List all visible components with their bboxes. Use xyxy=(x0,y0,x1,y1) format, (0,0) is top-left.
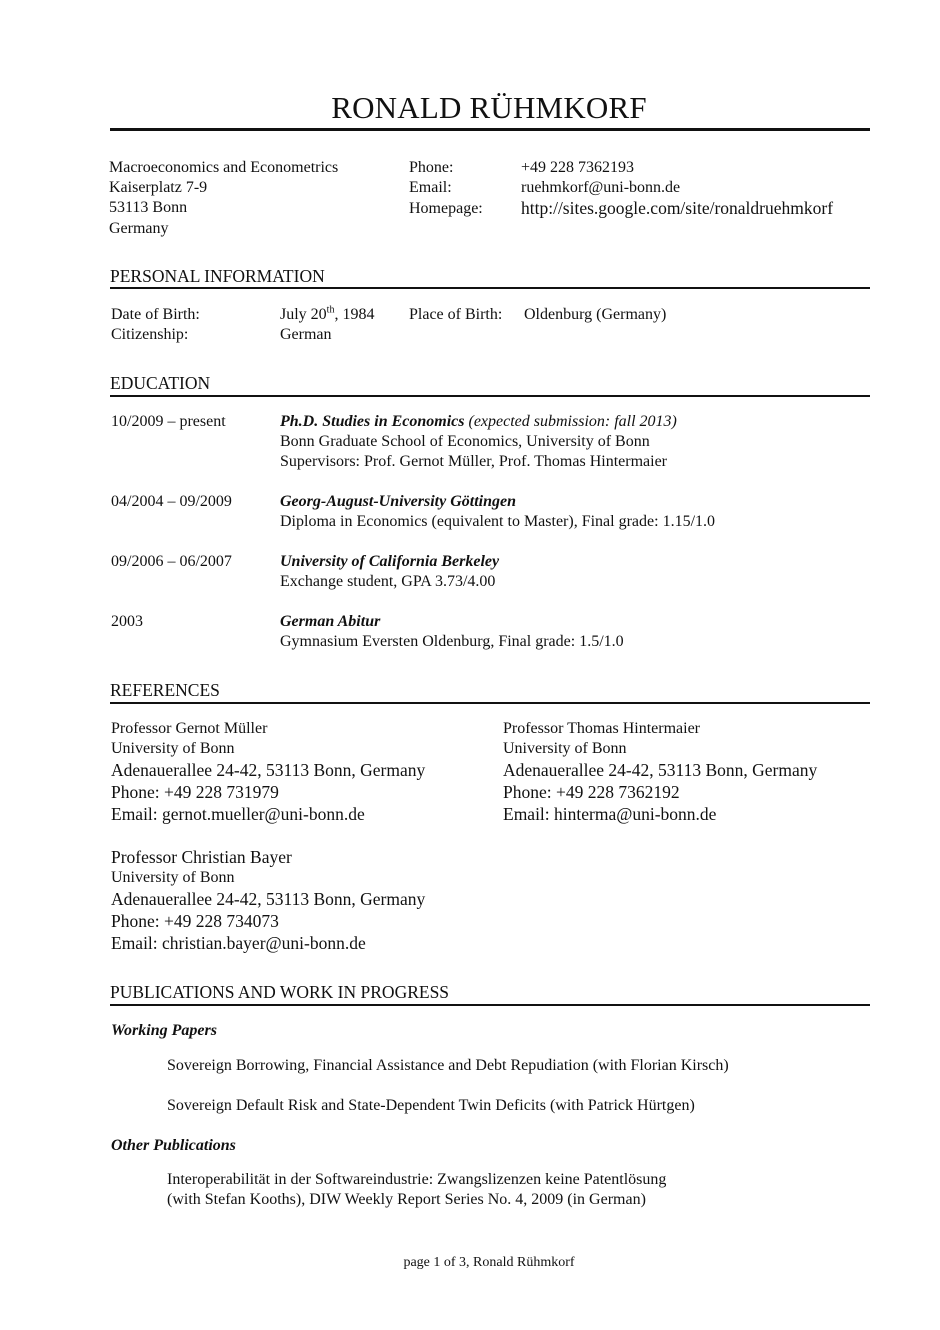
ref-phone: Phone: +49 228 734073 xyxy=(111,911,279,931)
working-paper-item: Sovereign Borrowing, Financial Assistance and Debt Repudiation (with Florian Kirsch) xyxy=(167,1057,729,1074)
edu-detail: Bonn Graduate School of Economics, University of Bonn xyxy=(280,433,650,450)
address-line-1: Macroeconomics and Econometrics xyxy=(109,159,339,176)
email-label: Email: xyxy=(409,179,452,196)
ref-email[interactable]: Email: hinterma@uni-bonn.de xyxy=(503,804,717,824)
edu-date: 10/2009 – present xyxy=(111,413,226,430)
edu-note: (expected submission: fall 2013) xyxy=(464,413,677,430)
other-publication-line: Interoperabilität in der Softwareindustrie: Zwangslizenzen keine Patentlösung xyxy=(167,1171,667,1188)
education-rule xyxy=(110,395,870,397)
dob-label: Date of Birth: xyxy=(111,306,200,323)
citizenship-value: German xyxy=(280,326,332,343)
edu-degree: Ph.D. Studies in Economics xyxy=(280,413,465,430)
ref-institution: University of Bonn xyxy=(503,740,627,757)
edu-detail: Gymnasium Eversten Oldenburg, Final grade: 1.5/1.0 xyxy=(280,633,624,650)
personal-rule xyxy=(110,287,870,289)
homepage-link[interactable]: http://sites.google.com/site/ronaldruehmkorf xyxy=(521,198,834,218)
dob-year: , 1984 xyxy=(334,306,375,323)
edu-detail: Diploma in Economics (equivalent to Master), Final grade: 1.15/1.0 xyxy=(280,513,716,530)
working-papers-heading: Working Papers xyxy=(111,1022,217,1039)
working-paper-item: Sovereign Default Risk and State-Dependent Twin Deficits (with Patrick Hürtgen) xyxy=(167,1097,695,1114)
edu-title xyxy=(280,412,677,432)
ref-email[interactable]: Email: gernot.mueller@uni-bonn.de xyxy=(111,804,365,824)
other-publications-heading: Other Publications xyxy=(111,1137,236,1154)
ref-name: Professor Thomas Hintermaier xyxy=(503,720,700,737)
citizenship-label: Citizenship: xyxy=(111,326,189,343)
edu-date: 2003 xyxy=(111,613,143,630)
personal-heading: PERSONAL INFORMATION xyxy=(110,266,325,286)
references-rule xyxy=(110,702,870,704)
other-publication-line: (with Stefan Kooths), DIW Weekly Report Series No. 4, 2009 (in German) xyxy=(167,1191,646,1208)
ref-address: Adenauerallee 24-42, 53113 Bonn, Germany xyxy=(111,760,426,780)
publications-heading: PUBLICATIONS AND WORK IN PROGRESS xyxy=(110,982,450,1002)
references-heading: REFERENCES xyxy=(110,680,220,700)
ref-email[interactable]: Email: christian.bayer@uni-bonn.de xyxy=(111,933,366,953)
ref-phone: Phone: +49 228 7362192 xyxy=(503,782,680,802)
edu-date: 04/2004 – 09/2009 xyxy=(111,493,232,510)
dob-day: July 20 xyxy=(280,306,327,323)
dob-suffix: th xyxy=(326,304,335,316)
pob-value: Oldenburg (Germany) xyxy=(524,306,667,323)
title-rule xyxy=(110,128,870,131)
edu-detail: Supervisors: Prof. Gernot Müller, Prof. Thomas Hintermaier xyxy=(280,453,667,470)
ref-institution: University of Bonn xyxy=(111,740,235,757)
page-footer: page 1 of 3, Ronald Rühmkorf xyxy=(403,1255,575,1270)
ref-phone: Phone: +49 228 731979 xyxy=(111,782,279,802)
address-line-3: 53113 Bonn xyxy=(109,199,188,216)
cv-name: RONALD RÜHMKORF xyxy=(331,90,647,125)
edu-title: German Abitur xyxy=(280,613,381,630)
ref-address: Adenauerallee 24-42, 53113 Bonn, Germany xyxy=(503,760,818,780)
education-heading: EDUCATION xyxy=(110,373,211,393)
homepage-label: Homepage: xyxy=(409,200,483,217)
phone-value: +49 228 7362193 xyxy=(521,159,635,176)
phone-label: Phone: xyxy=(409,159,454,176)
ref-name: Professor Christian Bayer xyxy=(111,847,292,867)
edu-date: 09/2006 – 06/2007 xyxy=(111,553,232,570)
email-value[interactable]: ruehmkorf@uni-bonn.de xyxy=(521,179,681,196)
ref-name: Professor Gernot Müller xyxy=(111,720,268,737)
ref-institution: University of Bonn xyxy=(111,869,235,886)
edu-title: University of California Berkeley xyxy=(280,553,500,570)
publications-rule xyxy=(110,1004,870,1006)
edu-title: Georg-August-University Göttingen xyxy=(280,493,517,510)
address-line-2: Kaiserplatz 7-9 xyxy=(109,179,208,196)
edu-detail: Exchange student, GPA 3.73/4.00 xyxy=(280,573,496,590)
ref-address: Adenauerallee 24-42, 53113 Bonn, Germany xyxy=(111,889,426,909)
address-line-4: Germany xyxy=(109,220,169,237)
pob-label: Place of Birth: xyxy=(409,306,503,323)
dob-value xyxy=(280,305,374,325)
